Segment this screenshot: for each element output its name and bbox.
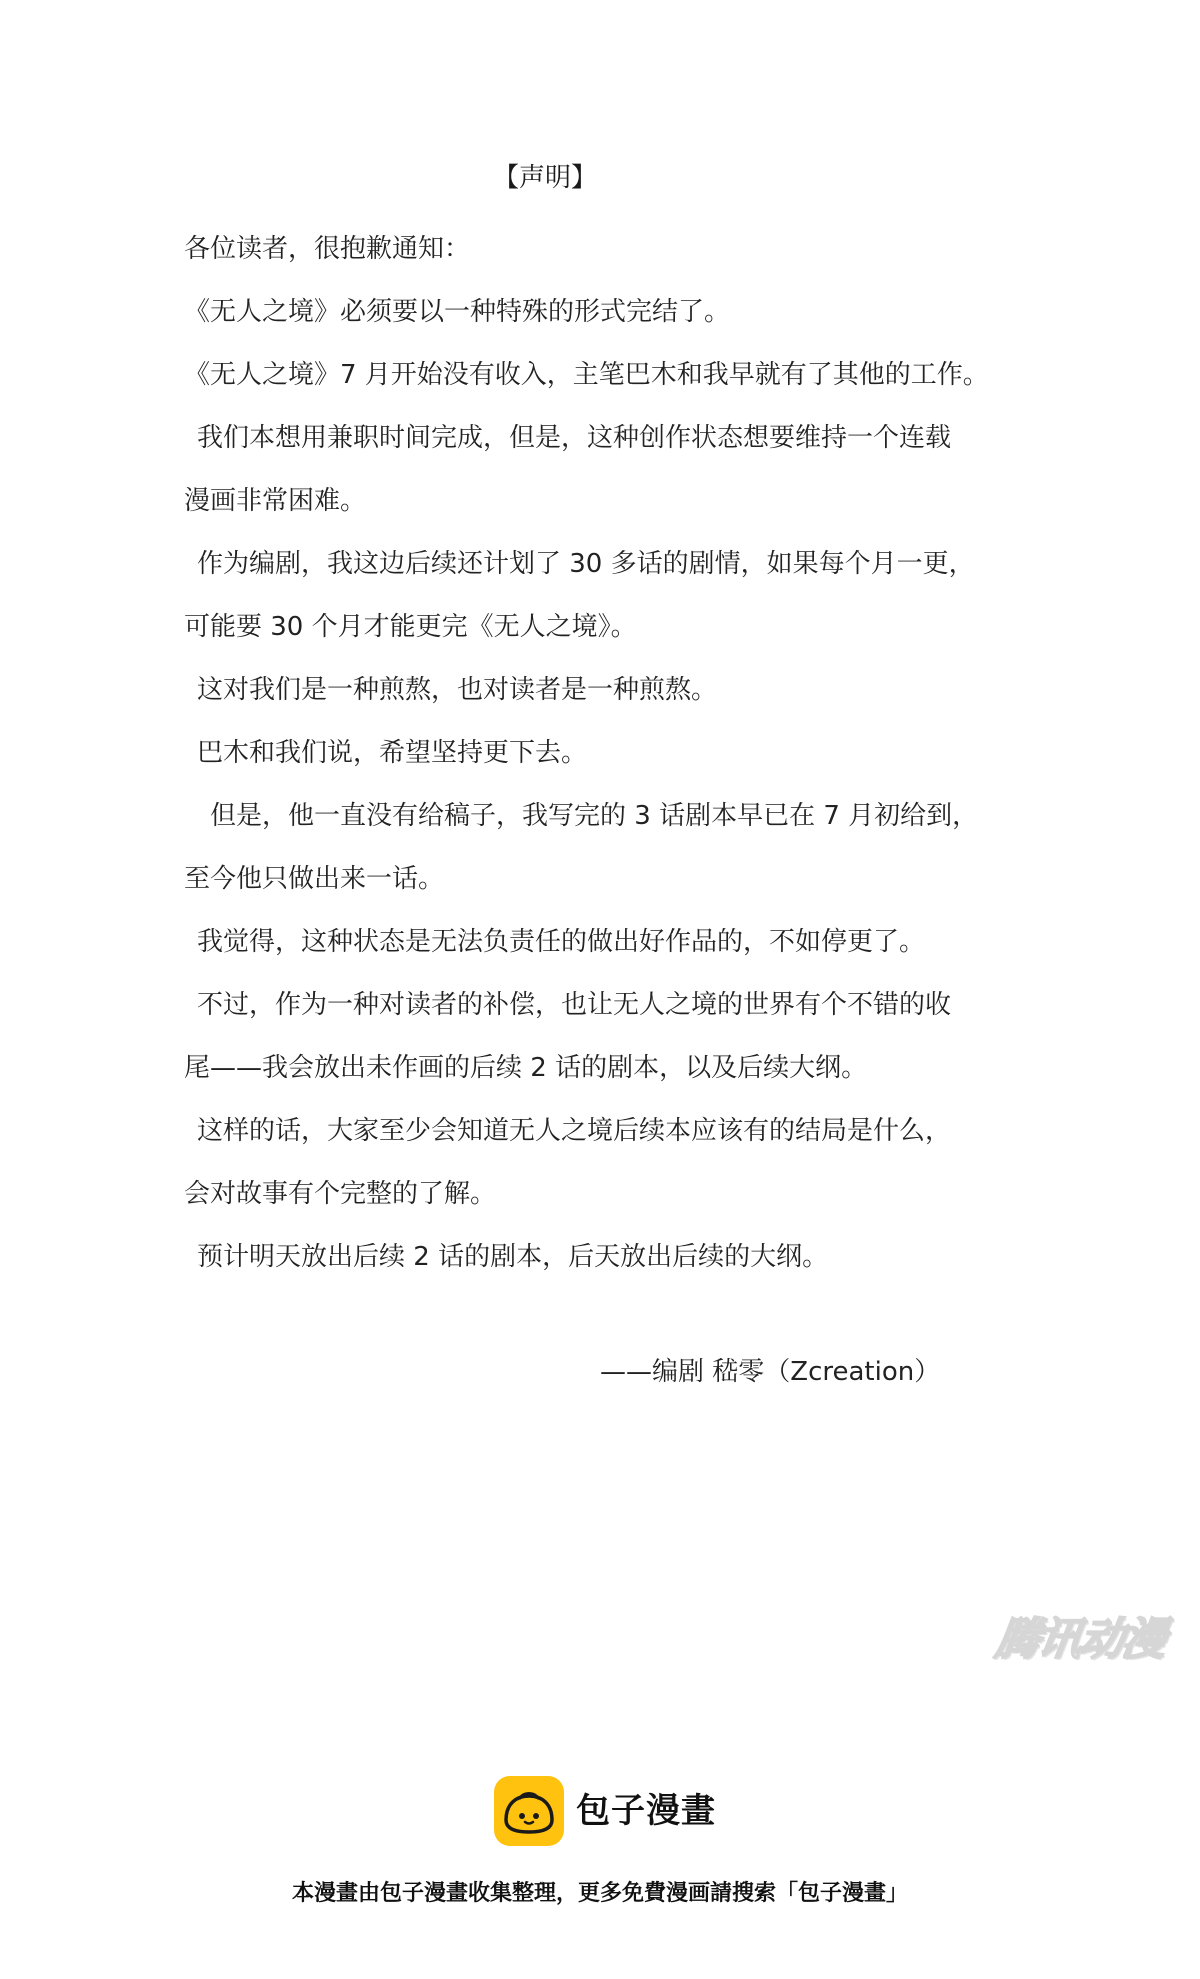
paragraph-line: 《无人之境》必须要以一种特殊的形式完结了。 [184,297,731,327]
paragraph-line: 《无人之境》7 月开始没有收入，主笔巴木和我早就有了其他的工作。 [184,360,989,390]
paragraph-line: 预计明天放出后续 2 话的剧本，后天放出后续的大纲。 [197,1242,829,1272]
paragraph-line: 各位读者，很抱歉通知： [184,234,471,264]
paragraph-line: 我们本想用兼职时间完成，但是，这种创作状态想要维持一个连载 [197,423,952,453]
paragraph-line: 漫画非常困难。 [184,486,367,516]
footer-note: 本漫畫由包子漫畫收集整理，更多免費漫画請搜索「包子漫畫」 [291,1881,908,1906]
letter-body [184,218,1064,1289]
brand-name: 包子漫畫 [576,1791,716,1831]
paragraph-line: 巴木和我们说，希望坚持更下去。 [197,738,588,768]
tencent-comic-watermark: 腾讯动漫 [992,1614,1168,1665]
brand-block[interactable] [494,1776,716,1846]
page-title: 【声明】 [492,163,597,193]
paragraph-line: 作为编剧，我这边后续还计划了 30 多话的剧情，如果每个月一更， [197,549,975,579]
paragraph-line: 这对我们是一种煎熬，也对读者是一种煎熬。 [197,675,718,705]
paragraph-line: 可能要 30 个月才能更完《无人之境》。 [184,612,637,642]
paragraph-line: 我觉得，这种状态是无法负责任的做出好作品的，不如停更了。 [197,927,926,957]
bun-mascot-icon [494,1776,564,1846]
paragraph-line: 不过，作为一种对读者的补偿，也让无人之境的世界有个不错的收 [197,990,952,1020]
paragraph-line: 这样的话，大家至少会知道无人之境后续本应该有的结局是什么， [197,1116,952,1146]
paragraph-line: 尾——我会放出未作画的后续 2 话的剧本，以及后续大纲。 [184,1053,868,1083]
paragraph-line: 会对故事有个完整的了解。 [184,1179,497,1209]
author-signature: ——编剧 嵇零（Zcreation） [600,1357,941,1387]
paragraph-line: 但是，他一直没有给稿子，我写完的 3 话剧本早已在 7 月初给到， [210,801,979,831]
paragraph-line: 至今他只做出来一话。 [184,864,445,894]
